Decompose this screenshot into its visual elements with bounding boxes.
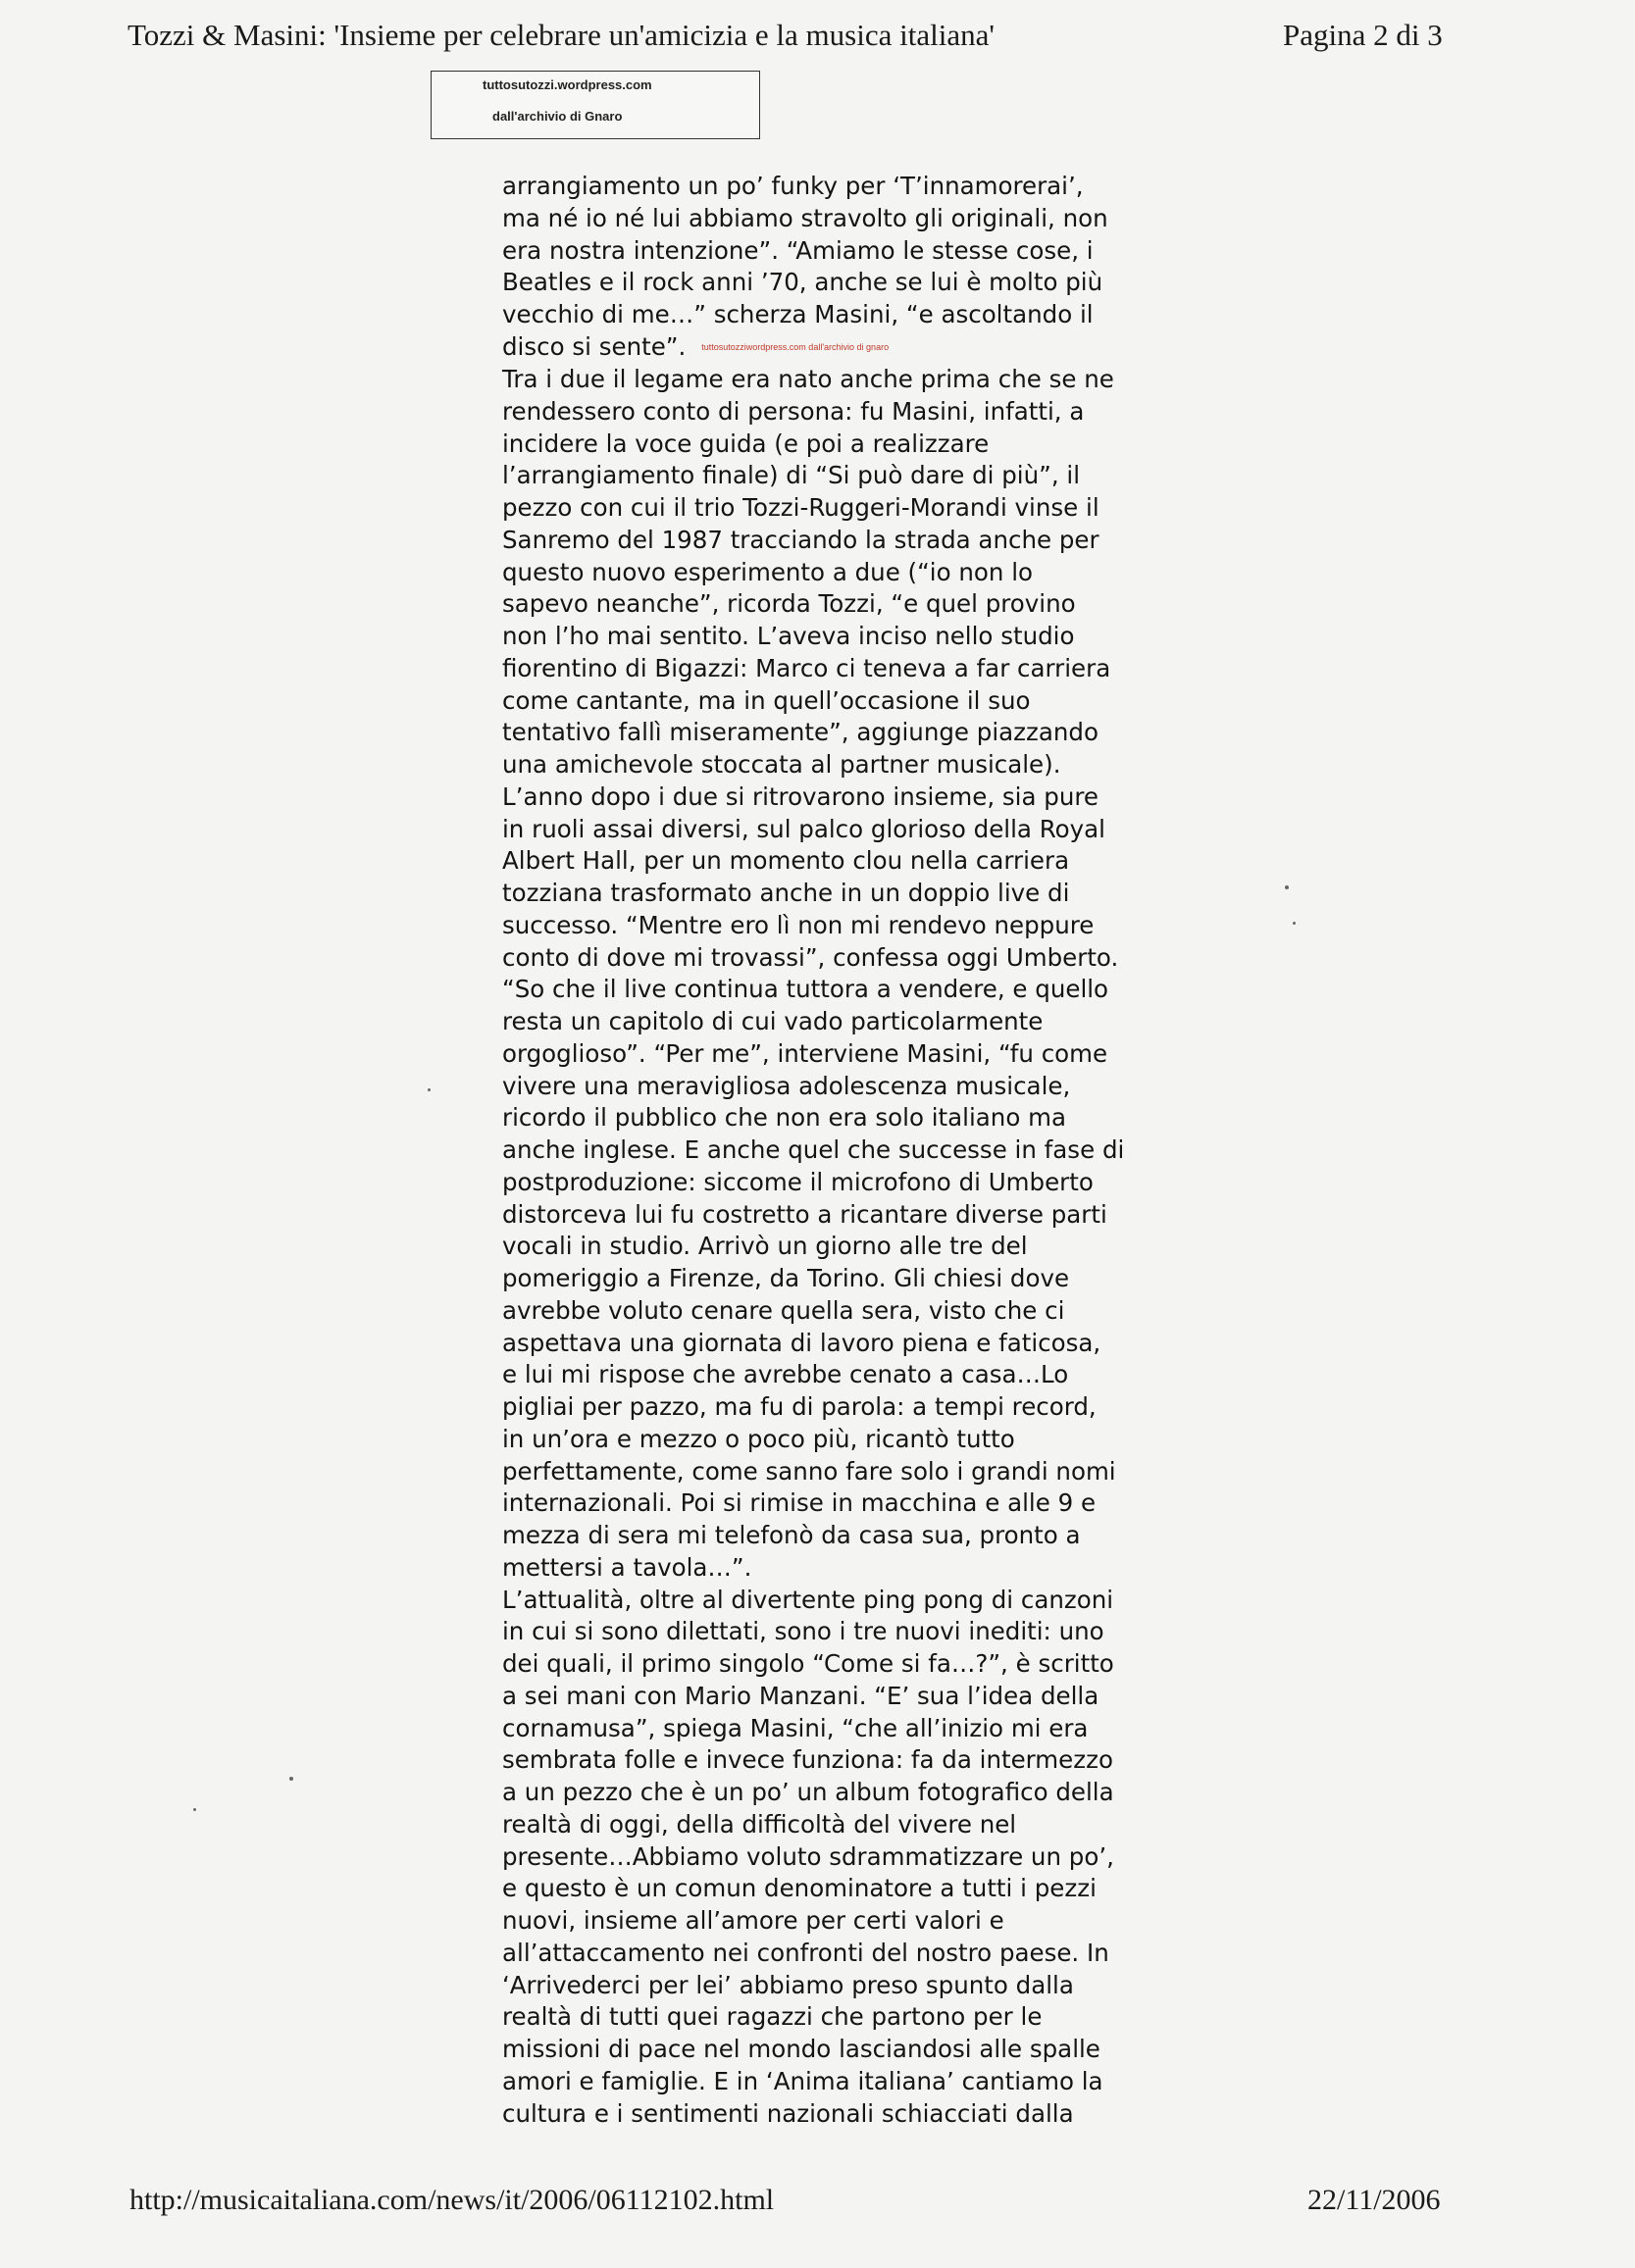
- article-line: anche inglese. E anche quel che successe in fase di: [502, 1135, 1125, 1165]
- article-line: cultura e i sentimenti nazionali schiacciati dalla: [502, 2098, 1074, 2128]
- article-line: aspettava una giornata di lavoro piena e faticosa,: [502, 1328, 1101, 1357]
- article-line: resta un capitolo di cui vado particolarmente: [502, 1007, 1044, 1036]
- article-line: amori e famiglie. E in ‘Anima italiana’ cantiamo la: [502, 2066, 1103, 2095]
- article-line: Beatles e il rock anni ’70, anche se lui è molto più: [502, 268, 1103, 297]
- article-line: vocali in studio. Arrivò un giorno alle tre del: [502, 1232, 1028, 1261]
- article-line: e lui mi rispose che avrebbe cenato a casa…Lo: [502, 1360, 1069, 1389]
- article-line: nuovi, insieme all’amore per certi valori e: [502, 1906, 1004, 1936]
- article-line: cornamusa”, spiega Masini, “che all’inizio mi era: [502, 1713, 1089, 1742]
- article-line: conto di dove mi trovassi”, confessa oggi Umberto.: [502, 942, 1119, 972]
- article-line: successo. “Mentre ero lì non mi rendevo neppure: [502, 910, 1095, 939]
- article-line: ma né io né lui abbiamo stravolto gli originali, non: [502, 203, 1108, 232]
- article-line: “So che il live continua tuttora a vendere, e quello: [502, 975, 1109, 1004]
- stamp-archive: dall'archivio di Gnaro: [492, 109, 623, 124]
- article-line: dei quali, il primo singolo “Come si fa…?”, è scritto: [502, 1649, 1114, 1679]
- article-line: perfettamente, come sanno fare solo i grandi nomi: [502, 1456, 1116, 1486]
- scan-speck: [193, 1808, 196, 1811]
- article-line: L’anno dopo i due si ritrovarono insieme, sia pure: [502, 781, 1099, 811]
- article-line: rendessero conto di persona: fu Masini, infatti, a: [502, 396, 1085, 426]
- article-line: L’attualità, oltre al divertente ping pong di canzoni: [502, 1585, 1114, 1614]
- article-line-with-stamp: [502, 331, 1189, 364]
- article-line: vivere una meravigliosa adolescenza musicale,: [502, 1071, 1071, 1100]
- article-line: in cui si sono dilettati, sono i tre nuovi inediti: uno: [502, 1617, 1104, 1646]
- article-line: come cantante, ma in quell’occasione il suo: [502, 685, 1031, 715]
- article-line: fiorentino di Bigazzi: Marco ci teneva a far carriera: [502, 653, 1111, 682]
- article-line: l’arrangiamento finale) di “Si può dare di più”, il: [502, 461, 1081, 490]
- article-line: a un pezzo che è un po’ un album fotografico della: [502, 1778, 1114, 1807]
- article-line: mettersi a tavola…”.: [502, 1552, 752, 1582]
- article-line: realtà di tutti quei ragazzi che partono per le: [502, 2002, 1043, 2032]
- article-line: ricordo il pubblico che non era solo italiano ma: [502, 1103, 1066, 1133]
- article-line-text: disco si sente”.: [502, 331, 687, 361]
- article-line: avrebbe voluto cenare quella sera, visto che ci: [502, 1295, 1065, 1325]
- article-line: vecchio di me…” scherza Masini, “e ascoltando il: [502, 300, 1094, 328]
- article-line: arrangiamento un po’ funky per ‘T’innamorerai’,: [502, 172, 1084, 200]
- article-line: sembrata folle e invece funziona: fa da intermezzo: [502, 1745, 1113, 1775]
- article-line: orgoglioso”. “Per me”, interviene Masini, “fu come: [502, 1038, 1108, 1068]
- article-line: tentativo fallì miseramente”, aggiunge piazzando: [502, 718, 1099, 747]
- article-line: tozziana trasformato anche in un doppio live di: [502, 879, 1070, 908]
- inline-archive-stamp: tuttosutozziwordpress.com dall'archivio di gnaro: [701, 342, 890, 353]
- article-line: in ruoli assai diversi, sul palco glorioso della Royal: [502, 814, 1105, 843]
- scan-speck: [1285, 885, 1289, 889]
- article-line: questo nuovo esperimento a due (“io non lo: [502, 557, 1034, 586]
- stamp-site: tuttosutozzi.wordpress.com: [483, 77, 652, 92]
- article-line: a sei mani con Mario Manzani. “E’ sua l’idea della: [502, 1681, 1099, 1710]
- page-header-title: Tozzi & Masini: 'Insieme per celebrare un'amicizia e la musica italiana': [128, 18, 995, 52]
- article-line: e questo è un comun denominatore a tutti i pezzi: [502, 1874, 1097, 1903]
- article-line: incidere la voce guida (e poi a realizzare: [502, 428, 990, 458]
- archive-stamp: [431, 71, 760, 139]
- article-line: Albert Hall, per un momento clou nella carriera: [502, 846, 1070, 876]
- footer-date: 22/11/2006: [1307, 2184, 1441, 2216]
- article-line: pomeriggio a Firenze, da Torino. Gli chiesi dove: [502, 1264, 1070, 1293]
- article-line: non l’ho mai sentito. L’aveva inciso nello studio: [502, 622, 1075, 651]
- article-body: [502, 171, 1189, 2130]
- article-line: una amichevole stoccata al partner musicale).: [502, 750, 1061, 780]
- article-line: presente…Abbiamo voluto sdrammatizzare un po’,: [502, 1841, 1114, 1871]
- article-line: missioni di pace nel mondo lasciandosi alle spalle: [502, 2035, 1100, 2064]
- article-line: all’attaccamento nei confronti del nostro paese. In: [502, 1938, 1109, 1967]
- article-line: Tra i due il legame era nato anche prima che se ne: [502, 365, 1114, 394]
- article-line: internazionali. Poi si rimise in macchina e alle 9 e: [502, 1488, 1097, 1518]
- footer-source-url: http://musicaitaliana.com/news/it/2006/06112102.html: [129, 2184, 775, 2216]
- article-line: pigliai per pazzo, ma fu di parola: a tempi record,: [502, 1392, 1097, 1422]
- article-line: pezzo con cui il trio Tozzi-Ruggeri-Morandi vinse il: [502, 493, 1099, 523]
- article-line: postproduzione: siccome il microfono di Umberto: [502, 1167, 1094, 1196]
- article-line: distorceva lui fu costretto a ricantare diverse parti: [502, 1199, 1107, 1229]
- scan-speck: [1293, 922, 1296, 925]
- article-line: in un’ora e mezzo o poco più, ricantò tutto: [502, 1424, 1015, 1453]
- article-line: era nostra intenzione”. “Amiamo le stesse cose, i: [502, 235, 1094, 265]
- page-number: Pagina 2 di 3: [1283, 18, 1443, 52]
- scan-speck: [289, 1777, 293, 1781]
- scan-speck: [428, 1088, 431, 1091]
- article-line: realtà di oggi, della difficoltà del vivere nel: [502, 1809, 1017, 1839]
- article-line: Sanremo del 1987 tracciando la strada anche per: [502, 525, 1099, 554]
- article-line: ‘Arrivederci per lei’ abbiamo preso spunto dalla: [502, 1970, 1074, 1999]
- article-line: sapevo neanche”, ricorda Tozzi, “e quel provino: [502, 589, 1076, 619]
- article-line: mezza di sera mi telefonò da casa sua, pronto a: [502, 1521, 1081, 1550]
